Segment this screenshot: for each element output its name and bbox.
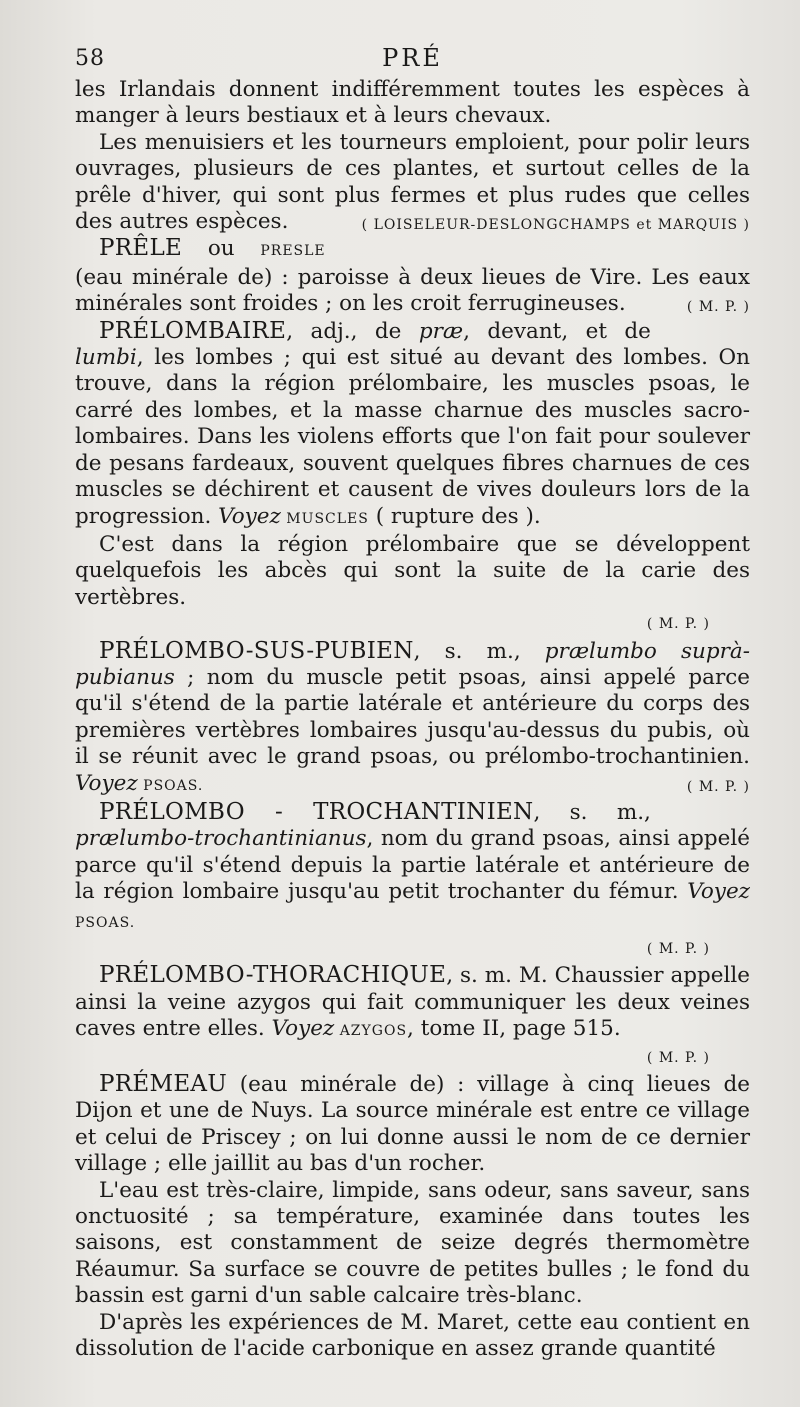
entry-text: , nom du grand psoas, ainsi appelé parce qu'il s'étend depuis la partie latérale et antérieure de la région lombaire jusqu'au petit trochanter du fémur. (75, 826, 750, 905)
entry-premeau (75, 1071, 750, 1178)
cross-reference: Voyez (687, 879, 750, 905)
entry-prelombaire (75, 318, 750, 532)
running-head: PRÉ (382, 44, 443, 72)
paragraph (75, 532, 750, 611)
author-signature: ( M. P. ) (646, 1049, 710, 1066)
text-block (75, 77, 750, 1362)
paragraph (75, 130, 750, 236)
paragraph-text: Les menuisiers et les tourneurs emploient, pour polir leurs ouvrages, plusieurs de ces plantes, et surtout celles de la prêle d'hiver, qui sont plus fermes et plus rudes que celles des autres espèces. (75, 129, 750, 235)
italic-text: prælumbo suprà-pubianus (75, 638, 750, 690)
paragraph-text: les Irlandais donnent indifféremment toutes les espèces à manger à leurs bestiaux et à leurs chevaux. (75, 77, 750, 129)
paragraph-text: D'après les expériences de M. Maret, cette eau contient en dissolution de l'acide carbonique en assez grande quantité (75, 1309, 750, 1362)
author-signature: ( M. P. ) (686, 778, 750, 795)
entry-text: , s. m., (533, 799, 651, 825)
cross-reference: Voyez (75, 770, 138, 796)
entry-text: (eau minérale de) : village à cinq lieues de Dijon et une de Nuys. La source minérale est entre ce village et celui de Priscey ; on lui donne aussi le nom de ce dernier village ; elle jaillit au bas d'un rocher. (75, 1071, 750, 1177)
italic-text: prælumbo-trochantinianus (75, 826, 367, 852)
page-header (75, 40, 750, 76)
author-signature: ( M. P. ) (646, 940, 710, 957)
author-signature: ( M. P. ) (646, 616, 710, 633)
entry-text: , adj., de (286, 318, 419, 344)
entry-text: ; nom du muscle petit psoas, ainsi appelé parce qu'il s'étend de la partie latérale et antérieure du corps des premières vertèbres lombaires jusqu'au-dessus du pubis, où il se réunit avec le grand psoas, ou prélombo-trochantinien. (75, 664, 750, 770)
entry-text: , les lombes ; qui est situé au devant des lombes. On trouve, dans la région prélombaire, les muscles psoas, le carré des lombes, et la masse charnue des muscles sacro-lombaires. Dans les violens efforts que l'on fait pour soulever de pesans fardeaux, souvent quelques fibres charnues de ces muscles se déchirent et causent de vives douleurs lors de la progression. (75, 345, 750, 529)
italic-text: lumbi (75, 345, 137, 371)
entry-text: , tome II, page 515. (407, 1016, 621, 1042)
italic-text: præ (418, 318, 464, 344)
headword: PRÉLOMBO-THORACHIQUE (99, 962, 447, 989)
entry-prele (75, 235, 750, 317)
paragraph-text: C'est dans la région prélombaire que se développent quelquefois les abcès qui sont la suite de la carie des vertèbres. (75, 531, 750, 610)
small-caps-text: MUSCLES (280, 510, 369, 527)
paragraph-text: L'eau est très-claire, limpide, sans odeur, sans saveur, sans onctuosité ; sa température, examinée dans toutes les saisons, est constamment de seize degrés thermomètre Réaumur. Sa surface se couvre de petites bulles ; le fond du bassin est garni d'un sable calcaire très-blanc. (75, 1177, 750, 1309)
small-caps-text: PRESLE (260, 243, 326, 260)
entry-text: ou (182, 236, 261, 262)
headword: PRÉLOMBO - TROCHANTINIEN (99, 798, 534, 825)
author-signature: ( LOISELEUR-DESLONGCHAMPS et MARQUIS ) (361, 217, 750, 234)
entry-prelombo-trochantinien (75, 799, 750, 936)
entry-prelombo-thorachique (75, 962, 750, 1044)
cross-reference: Voyez (271, 1016, 335, 1042)
cross-reference: Voyez (218, 503, 281, 529)
entry-text: , s. m., (413, 638, 545, 664)
entry-text: , s. m. M. Chaussier appelle ainsi la veine azygos qui fait communiquer les deux veines caves entre elles. (75, 963, 750, 1042)
paragraph (75, 1310, 750, 1363)
paragraph (75, 77, 750, 130)
headword: PRÉMEAU (99, 1070, 228, 1097)
small-caps-text: AZYGOS (334, 1023, 408, 1040)
entry-text: (eau minérale de) : paroisse à deux lieues de Vire. Les eaux minérales sont froides ; on les croit ferrugineuses. (75, 264, 750, 317)
small-caps-text: PSOAS. (75, 914, 136, 931)
headword: PRÉLOMBO-SUS-PUBIEN (99, 637, 414, 664)
paragraph (75, 1178, 750, 1310)
small-caps-text: PSOAS. (137, 777, 204, 794)
headword: PRÉLOMBAIRE (99, 317, 287, 344)
headword: PRÊLE (99, 235, 183, 262)
entry-prelombo-sus-pubien (75, 638, 750, 799)
entry-text: ( rupture des ). (368, 503, 541, 529)
author-signature: ( M. P. ) (686, 299, 750, 316)
entry-text: , devant, et de (463, 318, 651, 344)
page-number: 58 (75, 46, 105, 71)
